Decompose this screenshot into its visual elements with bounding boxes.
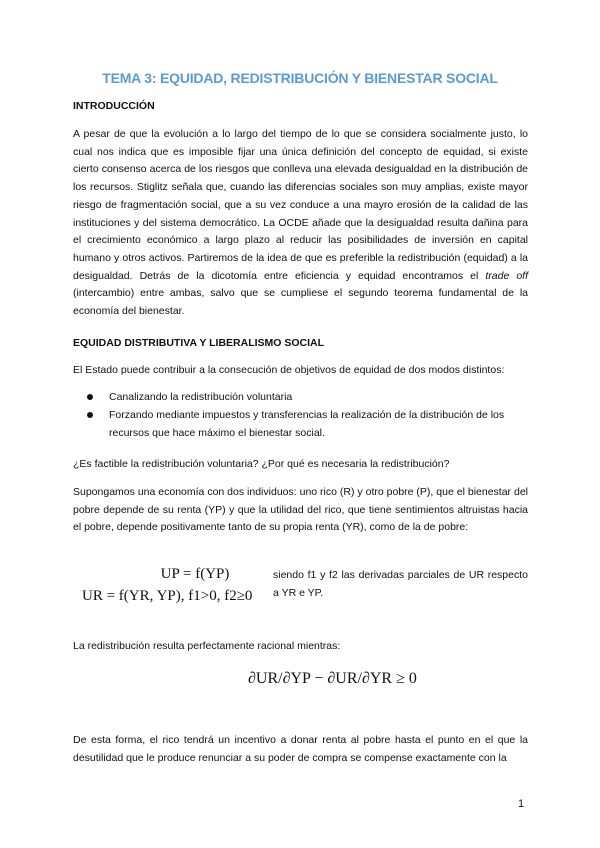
bullet-text: Canalizando la redistribución voluntaria xyxy=(109,391,293,403)
intro-text-after: (intercambio) entre ambas, salvo que se cumpliese el segundo teorema fundamental de la economía del bienestar. xyxy=(73,287,528,318)
state-intro-line: El Estado puede contribuir a la consecución de objetivos de equidad de dos modos distintos: xyxy=(73,364,505,376)
page-number: 1 xyxy=(518,798,525,810)
bullet-icon xyxy=(87,412,93,418)
page-title: TEMA 3: EQUIDAD, REDISTRIBUCIÓN Y BIENESTAR SOCIAL xyxy=(102,70,498,86)
section-heading-introduccion: INTRODUCCIÓN xyxy=(73,100,155,112)
bullet-list xyxy=(73,388,528,442)
bullet-text: Forzando mediante impuestos y transferencias la realización de la distribución de los recursos que hace máximo el bienestar social. xyxy=(109,409,505,439)
intro-paragraph xyxy=(73,126,528,321)
list-item xyxy=(73,406,528,442)
question-line: ¿Es factible la redistribución voluntaria? ¿Por qué es necesaria la redistribución? xyxy=(73,458,450,470)
intro-text-before: A pesar de que la evolución a lo largo del tiempo de lo que se considera socialmente justo, lo cual nos indica que es imposible fijar una única definición del concepto de equidad, si existe cierto consenso acerca de los riesgos que conlleva una elevada desigualdad en la distribución de los recursos. Stiglitz señala que, cuando las diferencias sociales son muy amplias, existe mayor riesgo de fragmentación social, que a su vez conduce a una mayro erosión de la calidad de las instituciones y del sistema democrático. La OCDE añade que la desigualdad resulta dañina para el crecimiento económico a largo plazo al reducir las posibilidades de inversión en capital humano y otros activos. Partiremos de la idea de que es preferible la redistribución (equidad) a la desigualdad. Detrás de la dicotomía entre eficiencia y equidad encontramos el xyxy=(73,128,528,282)
utility-rich-equation: UR = f(YR, YP), f1>0, f2≥0 xyxy=(82,588,253,604)
list-item xyxy=(73,388,528,406)
economy-paragraph: Supongamos una economía con dos individuos: uno rico (R) y otro pobre (P), que el bienestar del pobre depende de su renta (YP) y que la utilidad del rico, que tiene sentimientos altruistas hacia el pobre, depende positivamente tanto de su propia renta (YR), como de la de pobre: xyxy=(73,486,528,534)
conclusion-paragraph: De esta forma, el rico tendrá un incentivo a donar renta al pobre hasta el punto en el que la desutilidad que le produce renunciar a su poder de compra se compense exactamente con la xyxy=(73,734,528,764)
section-heading-equidad: EQUIDAD DISTRIBUTIVA Y LIBERALISMO SOCIAL xyxy=(73,337,325,349)
trade-off-term: trade off xyxy=(485,269,528,282)
derivatives-note: siendo f1 y f2 las derivadas parciales de UR respecto a YR e YP. xyxy=(273,569,528,599)
utility-poor-equation: UP = f(YP) xyxy=(160,566,230,582)
rational-line: La redistribución resulta perfectamente racional mientras: xyxy=(73,640,341,652)
redistribution-inequality: ∂UR/∂YP − ∂UR/∂YR ≥ 0 xyxy=(248,670,417,687)
bullet-icon xyxy=(87,394,93,400)
